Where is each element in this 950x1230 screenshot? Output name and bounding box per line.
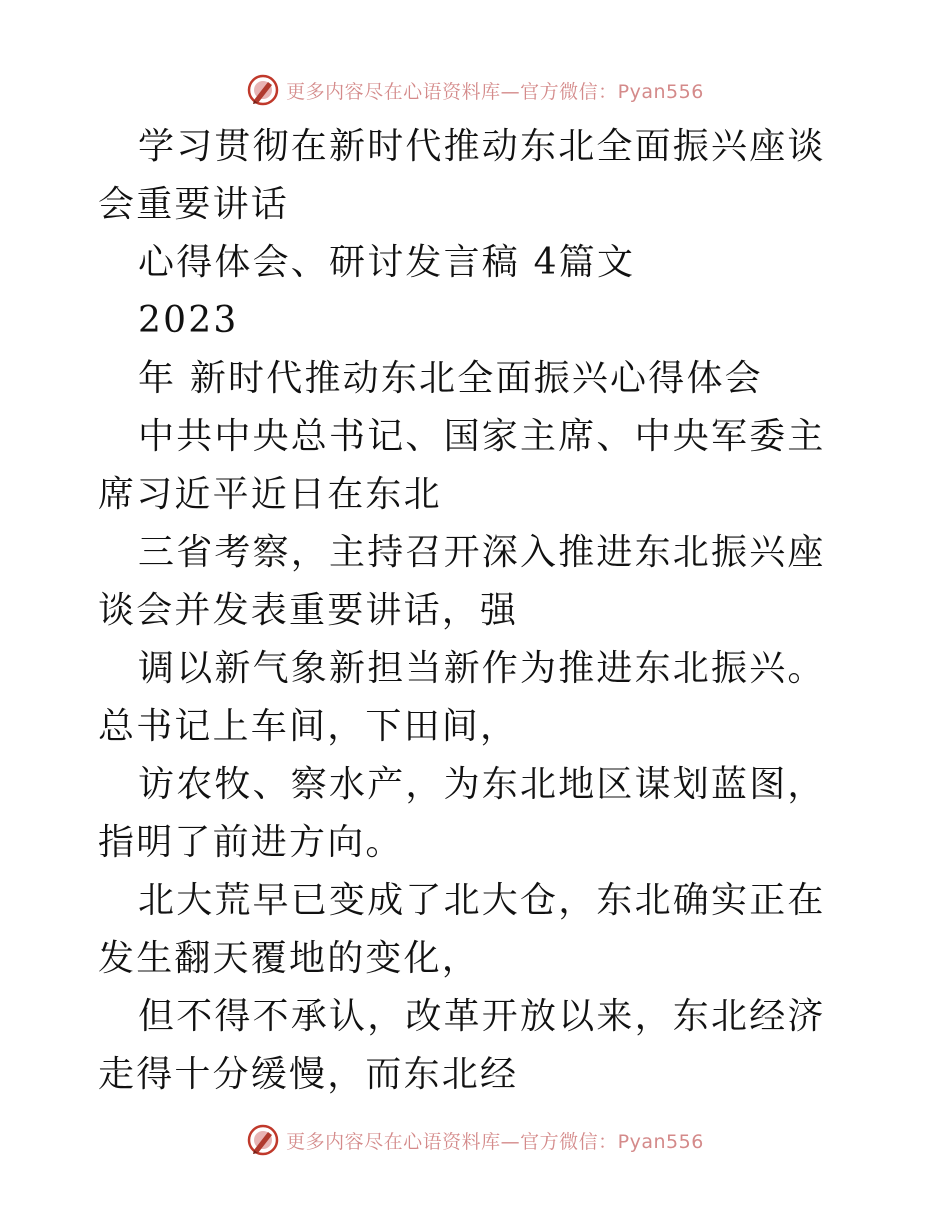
header-watermark-banner xyxy=(0,70,950,110)
body-paragraph: 中共中央总书记、国家主席、中央军委主席习近平近日在东北 xyxy=(98,416,826,515)
body-paragraph: 三省考察，主持召开深入推进东北振兴座谈会并发表重要讲话，强 xyxy=(98,532,826,631)
body-paragraph: 北大荒早已变成了北大仓，东北确实正在发生翻天覆地的变化， xyxy=(98,880,826,979)
section-heading: 年 新时代推动东北全面振兴心得体会 xyxy=(138,358,763,399)
footer-watermark-banner xyxy=(0,1120,950,1160)
banner-text: 更多内容尽在心语资料库—官方微信：Pyan556 xyxy=(286,80,704,103)
pen-circle-logo-icon xyxy=(246,1123,280,1157)
pen-circle-logo-icon xyxy=(246,73,280,107)
body-paragraph: 调以新气象新担当新作为推进东北振兴。总书记上车间，下田间， xyxy=(98,648,826,747)
body-paragraph: 但不得不承认，改革开放以来，东北经济走得十分缓慢，而东北经 xyxy=(98,996,826,1095)
document-body xyxy=(98,118,858,1104)
subtitle-line: 心得体会、研讨发言稿 4篇文 xyxy=(138,242,636,283)
title-line: 学习贯彻在新时代推动东北全面振兴座谈会重要讲话 xyxy=(98,126,826,225)
body-paragraph: 访农牧、察水产，为东北地区谋划蓝图，指明了前进方向。 xyxy=(98,764,826,863)
year-line: 2023 xyxy=(138,300,239,341)
banner-text: 更多内容尽在心语资料库—官方微信：Pyan556 xyxy=(286,1130,704,1153)
